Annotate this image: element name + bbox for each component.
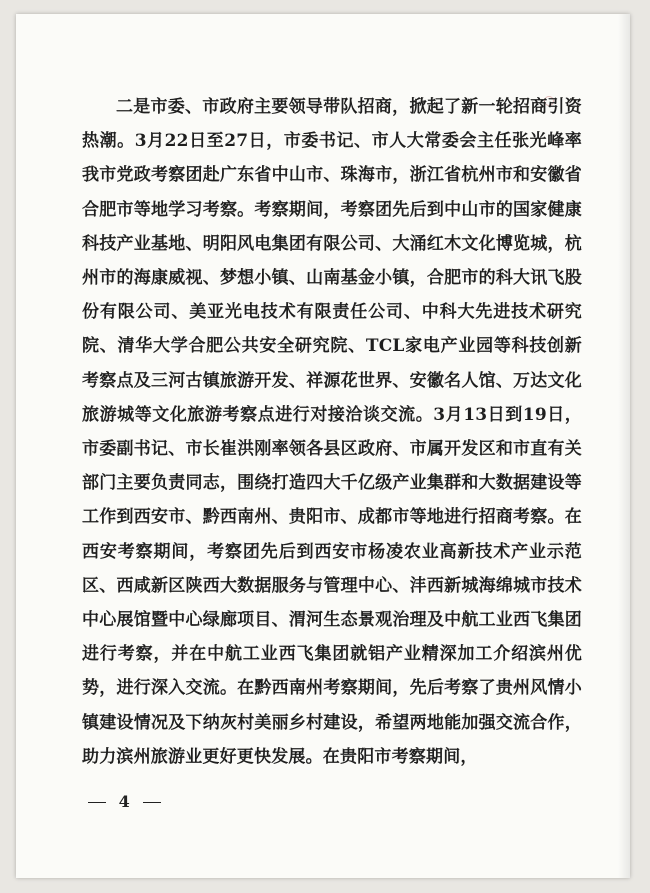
footer-right-dash xyxy=(143,802,161,803)
document-body xyxy=(82,90,582,774)
document-page xyxy=(16,14,630,878)
page-number: 4 xyxy=(118,792,131,811)
scan-edge-shadow xyxy=(618,14,630,878)
body-paragraph: 二是市委、市政府主要领导带队招商，掀起了新一轮招商引资热潮。3月22日至27日，市委书记、市人大常委会主任张光峰率我市党政考察团赴广东省中山市、珠海市，浙江省杭州市和安徽省合肥市等地学习考察。考察期间，考察团先后到中山市的国家健康科技产业基地、明阳风电集团有限公司、大涌红木文化博览城，杭州市的海康威视、梦想小镇、山南基金小镇，合肥市的科大讯飞股份有限公司、美亚光电技术有限责任公司、中科大先进技术研究院、清华大学合肥公共安全研究院、TCL家电产业园等科技创新考察点及三河古镇旅游开发、祥源花世界、安徽名人馆、万达文化旅游城等文化旅游考察点进行对接洽谈交流。3月13日到19日，市委副书记、市长崔洪刚率领各县区政府、市属开发区和市直有关部门主要负责同志，围绕打造四大千亿级产业集群和大数据建设等工作到西安市、黔西南州、贵阳市、成都市等地进行招商考察。在西安考察期间，考察团先后到西安市杨凌农业高新技术产业示范区、西咸新区陕西大数据服务与管理中心、沣西新城海绵城市技术中心展馆暨中心绿廊项目、渭河生态景观治理及中航工业西飞集团进行考察，并在中航工业西飞集团就铝产业精深加工介绍滨州优势，进行深入交流。在黔西南州考察期间，先后考察了贵州风情小镇建设情况及下纳灰村美丽乡村建设，希望两地能加强交流合作，助力滨州旅游业更好更快发展。在贵阳市考察期间， xyxy=(82,97,582,767)
footer-left-dash xyxy=(88,802,106,803)
page-footer xyxy=(82,792,167,811)
